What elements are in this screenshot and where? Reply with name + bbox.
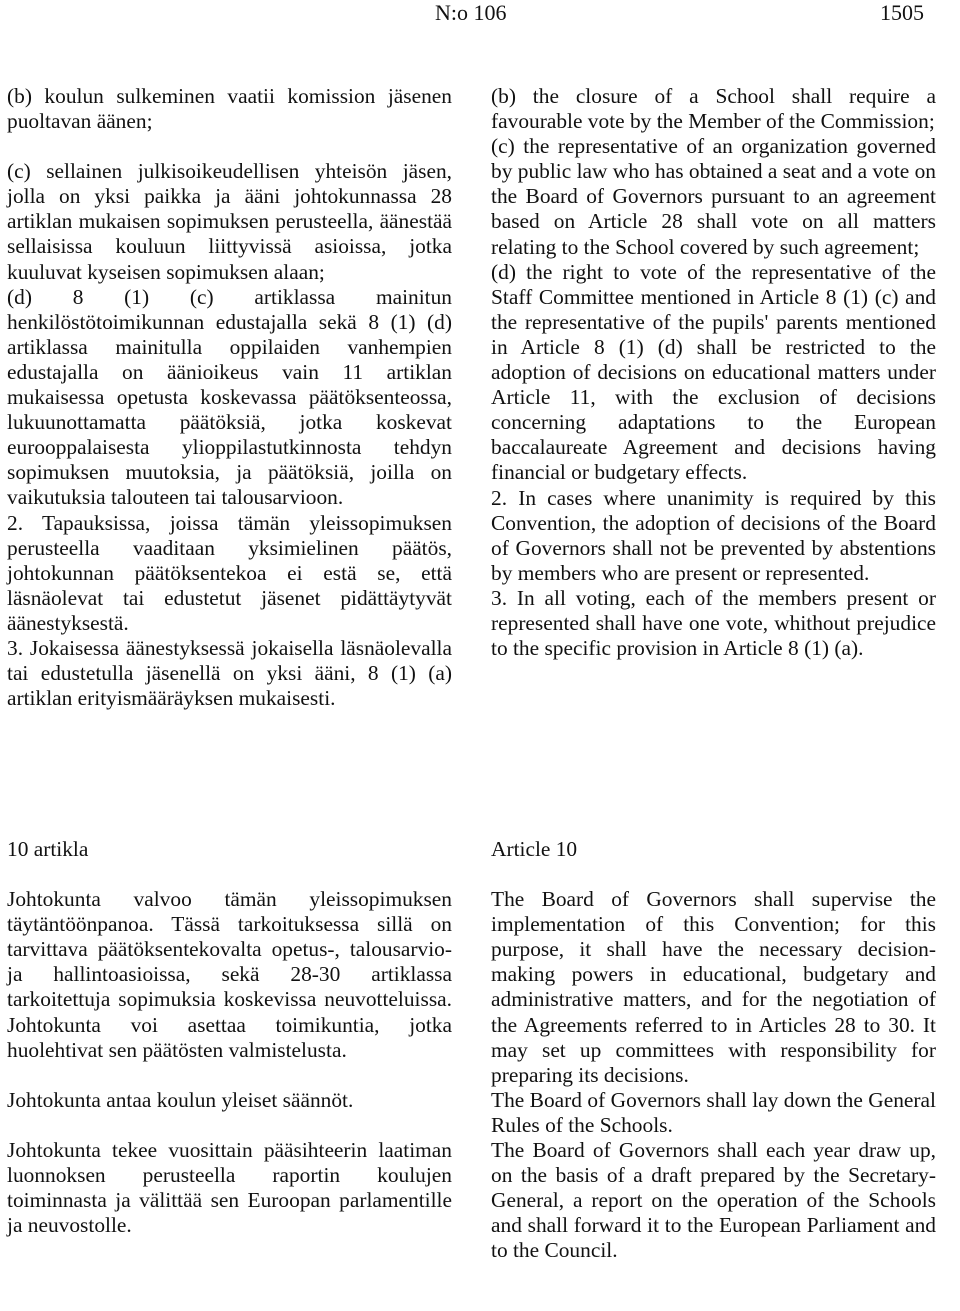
finnish-column-article-10 <box>7 837 452 1238</box>
article-heading-en: Article 10 <box>491 837 578 861</box>
paragraph-fi-d: (d) 8 (1) (c) artiklassa mainitun henkilöstötoimikunnan edustajalla sekä 8 (1) (d) artiklassa mainitulla oppilaiden vanhempien edustajalla on äänioikeus vain 11 artiklan mukaisessa opetusta koskevassa päätöksenteossa, lukuunottamatta päätöksiä, jotka koskevat eurooppalaisesta ylioppilastutkinnosta tehdyn sopimuksen muutoksia, ja päätöksiä, joilla on vaikutuksia talouteen tai talousarvioon. <box>7 284 452 510</box>
article-10-en-p3: The Board of Governors shall each year draw up, on the basis of a draft prepared by the Secretary-General, a report on the operation of the Schools and shall forward it to the European Parliament and to the Council. <box>491 1138 936 1263</box>
paragraph-en-b: (b) the closure of a School shall require a favourable vote by the Member of the Commission; <box>491 84 936 134</box>
paragraph-en-2: 2. In cases where unanimity is required by this Convention, the adoption of decisions of the Board of Governors shall not be prevented by abstentions by members who are present or represented. <box>491 485 936 585</box>
paragraph-fi-b: (b) koulun sulkeminen vaatii komission jäsenen puoltavan äänen; <box>7 84 452 134</box>
page-number: 1505 <box>880 0 924 25</box>
article-10-fi-p1: Johtokunta valvoo tämän yleissopimuksen täytäntöönpanoa. Tässä tarkoituksessa sillä on tarvittava päätöksentekovalta opetus-, talousarvio- ja hallintoasioissa, sekä 28-30 artiklassa tarkoitettuja sopimuksia koskevissa neuvotteluissa. Johtokunta voi asettaa toimikuntia, jotka huolehtivat sen päätösten valmistelusta. <box>7 887 452 1062</box>
paragraph-fi-2: 2. Tapauksissa, joissa tämän yleissopimuksen perusteella vaaditaan yksimielinen päätös, johtokunnan päätöksentekoa ei estä se, että läsnäolevat tai edustetut jäsenet pidättäytyvät äänestyksestä. <box>7 510 452 635</box>
paragraph-fi-c: (c) sellainen julkisoikeudellisen yhteisön jäsen, jolla on yksi paikka ja ääni johtokunnassa 28 artiklan mukaisen sopimuksen perusteella, äänestää sellaisissa kouluun liittyvissä asioissa, jotka kuuluvat kyseisen sopimuksen alaan; <box>7 159 452 284</box>
paragraph-en-3: 3. In all voting, each of the members present or represented shall have one vote, whithout prejudice to the specific provision in Article 8 (1) (a). <box>491 585 936 661</box>
finnish-column-top <box>7 84 452 711</box>
paragraph-en-c: (c) the representative of an organization governed by public law who has obtained a seat and a vote on the Board of Governors pursuant to an agreement based on Article 28 shall vote on all matters relating to the School covered by such agreement; <box>491 134 936 259</box>
paragraph-fi-3: 3. Jokaisessa äänestyksessä jokaisella läsnäolevalla tai edustetulla jäsenellä on yksi ääni, 8 (1) (a) artiklan erityismääräyksen mukaisesti. <box>7 635 452 711</box>
paragraph-en-d: (d) the right to vote of the representative of the Staff Committee mentioned in Article 8 (1) (c) and the representative of the pupils' parents mentioned in Article 8 (1) (d) shall be restricted to the adoption of decisions on educational matters under Article 11, with the exclusion of decisions concerning adaptations to the European baccalaureate Agreement and decisions having financial or budgetary effects. <box>491 259 936 485</box>
article-10-fi-p3: Johtokunta tekee vuosittain pääsihteerin laatiman luonnoksen perusteella raportin koulujen toiminnasta ja välittää sen Euroopan parlamentille ja neuvostolle. <box>7 1137 452 1238</box>
article-heading-fi: 10 artikla <box>7 837 89 861</box>
article-10-en-p1: The Board of Governors shall supervise the implementation of this Convention; for this purpose, it shall have the necessary decision-making powers in educational, budgetary and administrative matters, and for the negotiation of the Agreements referred to in Articles 28 to 30. It may set up committees with responsibility for preparing its decisions. <box>491 887 936 1087</box>
english-column-top <box>491 84 936 661</box>
english-column-article-10 <box>491 837 936 1264</box>
article-10-fi-p2: Johtokunta antaa koulun yleiset säännöt. <box>7 1087 354 1112</box>
issue-number: N:o 106 <box>435 0 507 25</box>
article-10-en-p2: The Board of Governors shall lay down the General Rules of the Schools. <box>491 1087 936 1137</box>
